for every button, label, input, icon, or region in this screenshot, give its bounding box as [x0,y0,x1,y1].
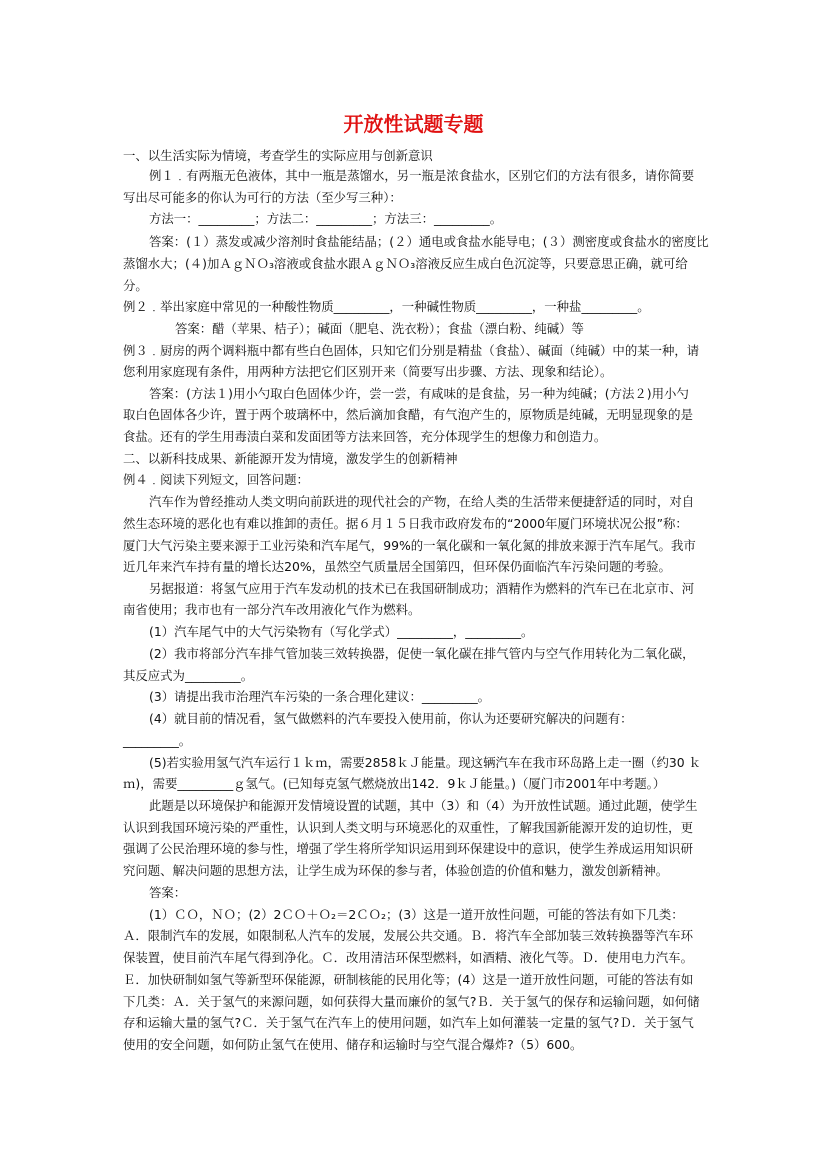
text-line: 近几年来汽车持有量的增长达20%，虽然空气质量居全国第四，但环保仍面临汽车污染问题的考验。 [123,559,671,574]
text-line: 汽车作为曾经推动人类文明向前跃进的现代社会的产物，在给人类的生活带来便捷舒适的同时，对自 [149,494,695,509]
section-heading-2: 二、以新科技成果、新能源开发为情境，激发学生的创新精神 [123,451,458,466]
answer-line: 答案：(方法１)用小勺取白色固体少许，尝一尝，有咸味的是食盐，另一种为纯碱；(方法２)用小勺 [149,386,689,401]
section-heading-1: 一、以生活实际为情境，考查学生的实际应用与创新意识 [123,148,433,163]
text-line: 蒸馏水大；(４)加ＡｇＮＯ₃溶液或食盐水跟ＡｇＮＯ₃溶液反应生成白色沉淀等，只要意思正确，就可给 [123,256,688,271]
text-line: 您利用家庭现有条件，用两种方法把它们区别开来（简要写出步骤、方法、现象和结论）。 [123,364,613,379]
text-line: _________。 [123,733,192,748]
page-title: 开放性试题专题 [343,112,484,136]
text-line: 然生态环境的恶化也有难以推卸的责任。据６月１５日我市政府发布的“2000年厦门环境状况公报”称： [123,516,688,531]
text-line: 例４﹒阅读下列短文，回答问题： [123,472,309,487]
text-line: 存和运输大量的氢气?Ｃ．关于氢气在汽车上的使用问题，如汽车上如何灌装一定量的氢气?Ｄ．关于氢气 [123,1015,694,1030]
text-line: ｍ)，需要_________ｇ氢气。(已知每克氢气燃烧放出142．9ｋＪ能量。)（厦门市2001年中考题。） [123,776,666,791]
text-line: 其反应式为_________。 [123,668,254,683]
text-line: 例１﹒有两瓶无色液体，其中一瓶是蒸馏水，另一瓶是浓食盐水，区别它们的方法有很多，请你简要 [149,168,695,183]
question-line: (1）汽车尾气中的大气污染物有（写化学式）_________，_________。 [149,624,534,639]
text-line: 使用的安全问题，如何防止氢气在使用、储存和运输时与空气混合爆炸?（5）600。 [123,1037,583,1052]
text-line: 方法一：_________；方法二：_________；方法三：_________。 [149,211,503,226]
text-line: 保装置，使目前汽车尾气得到净化。Ｃ．改用清洁环保型燃料，如酒精、液化气等。Ｄ．使用电力汽车。 [123,950,693,965]
answer-line: (1）ＣＯ，ＮＯ；(2）2ＣＯ＋Ｏ₂＝2ＣＯ₂；(3）这是一道开放性问题，可能的答法有如下几类： [149,907,684,922]
text-line: 强调了公民治理环境的参与性，增强了学生将所学知识运用到环保建设中的意识，使学生养成运用知识研 [123,841,693,856]
text-line: Ｅ．加快研制如氢气等新型环保能源，研制核能的民用化等；(4）这是一道开放性问题，可能的答法有如 [123,972,694,987]
question-line: (4）就目前的情况看，氢气做燃料的汽车要投入使用前，你认为还要研究解决的问题有： [149,711,633,726]
question-line: (2）我市将部分汽车排气管加装三效转换器，促使一氧化碳在排气管内与空气作用转化为二氧化碳， [149,646,695,661]
text-line: 南省使用；我市也有一部分汽车改用液化气作为燃料。 [123,602,421,617]
answer-label: 答案： [149,885,187,900]
answer-line: 答案：(１）蒸发或减少溶剂时食盐能结晶；(２）通电或食盐水能导电；(３）测密度或食盐水的密度比 [149,234,709,249]
text-line: 认识到我国环境污染的严重性，认识到人类文明与环境恶化的双重性，了解我国新能源开发的迫切性，更 [123,820,693,835]
text-line: 此题是以环境保护和能源开发情境设置的试题，其中（3）和（4）为开放性试题。通过此题，使学生 [149,798,698,813]
answer-line: 答案：醋（苹果、桔子）；碱面（肥皂、洗衣粉）；食盐（漂白粉、纯碱）等 [175,321,584,336]
text-line: 食盐。还有的学生用毒渍白菜和发面团等方法来回答，充分体现学生的想像力和创造力。 [123,429,607,444]
text-line: 分。 [123,278,148,293]
question-line: (3）请提出我市治理汽车污染的一条合理化建议：_________。 [149,689,491,704]
text-line: 厦门大气污染主要来源于工业污染和汽车尾气，99%的一氧化碳和一氧化氮的排放来源于汽车尾气。我市 [123,538,696,553]
text-line: 取白色固体各少许，置于两个玻璃杯中，然后滴加食醋，有气泡产生的，原物质是纯碱，无明显现象的是 [123,407,693,422]
text-line: 写出尽可能多的你认为可行的方法（至少写三种）： [123,190,402,205]
text-line: 究问题、解决问题的思想方法，让学生成为环保的参与者，体验创造的价值和魅力，激发创新精神。 [123,863,669,878]
text-line: Ａ．限制汽车的发展，如限制私人汽车的发展，发展公共交通。Ｂ．将汽车全部加装三效转换器等汽车环 [123,928,693,943]
text-line: 下几类：Ａ．关于氢气的来源问题，如何获得大量而廉价的氢气?Ｂ．关于氢气的保存和运输问题，如何储 [123,994,700,1009]
text-line: 例２﹒举出家庭中常见的一种酸性物质_________，一种碱性物质_________，一种盐_________。 [123,299,650,314]
question-line: (5)若实验用氢气汽车运行１ｋｍ，需要2858ｋＪ能量。现这辆汽车在我市环岛路上走一圈（约30 ｋ [149,755,702,770]
text-line: 例３﹒厨房的两个调料瓶中都有些白色固体，只知它们分别是精盐（食盐）、碱面（纯碱）中的某一种，请 [123,343,700,358]
text-line: 另据报道：将氢气应用于汽车发动机的技术已在我国研制成功；酒精作为燃料的汽车已在北京市、河 [149,581,695,596]
